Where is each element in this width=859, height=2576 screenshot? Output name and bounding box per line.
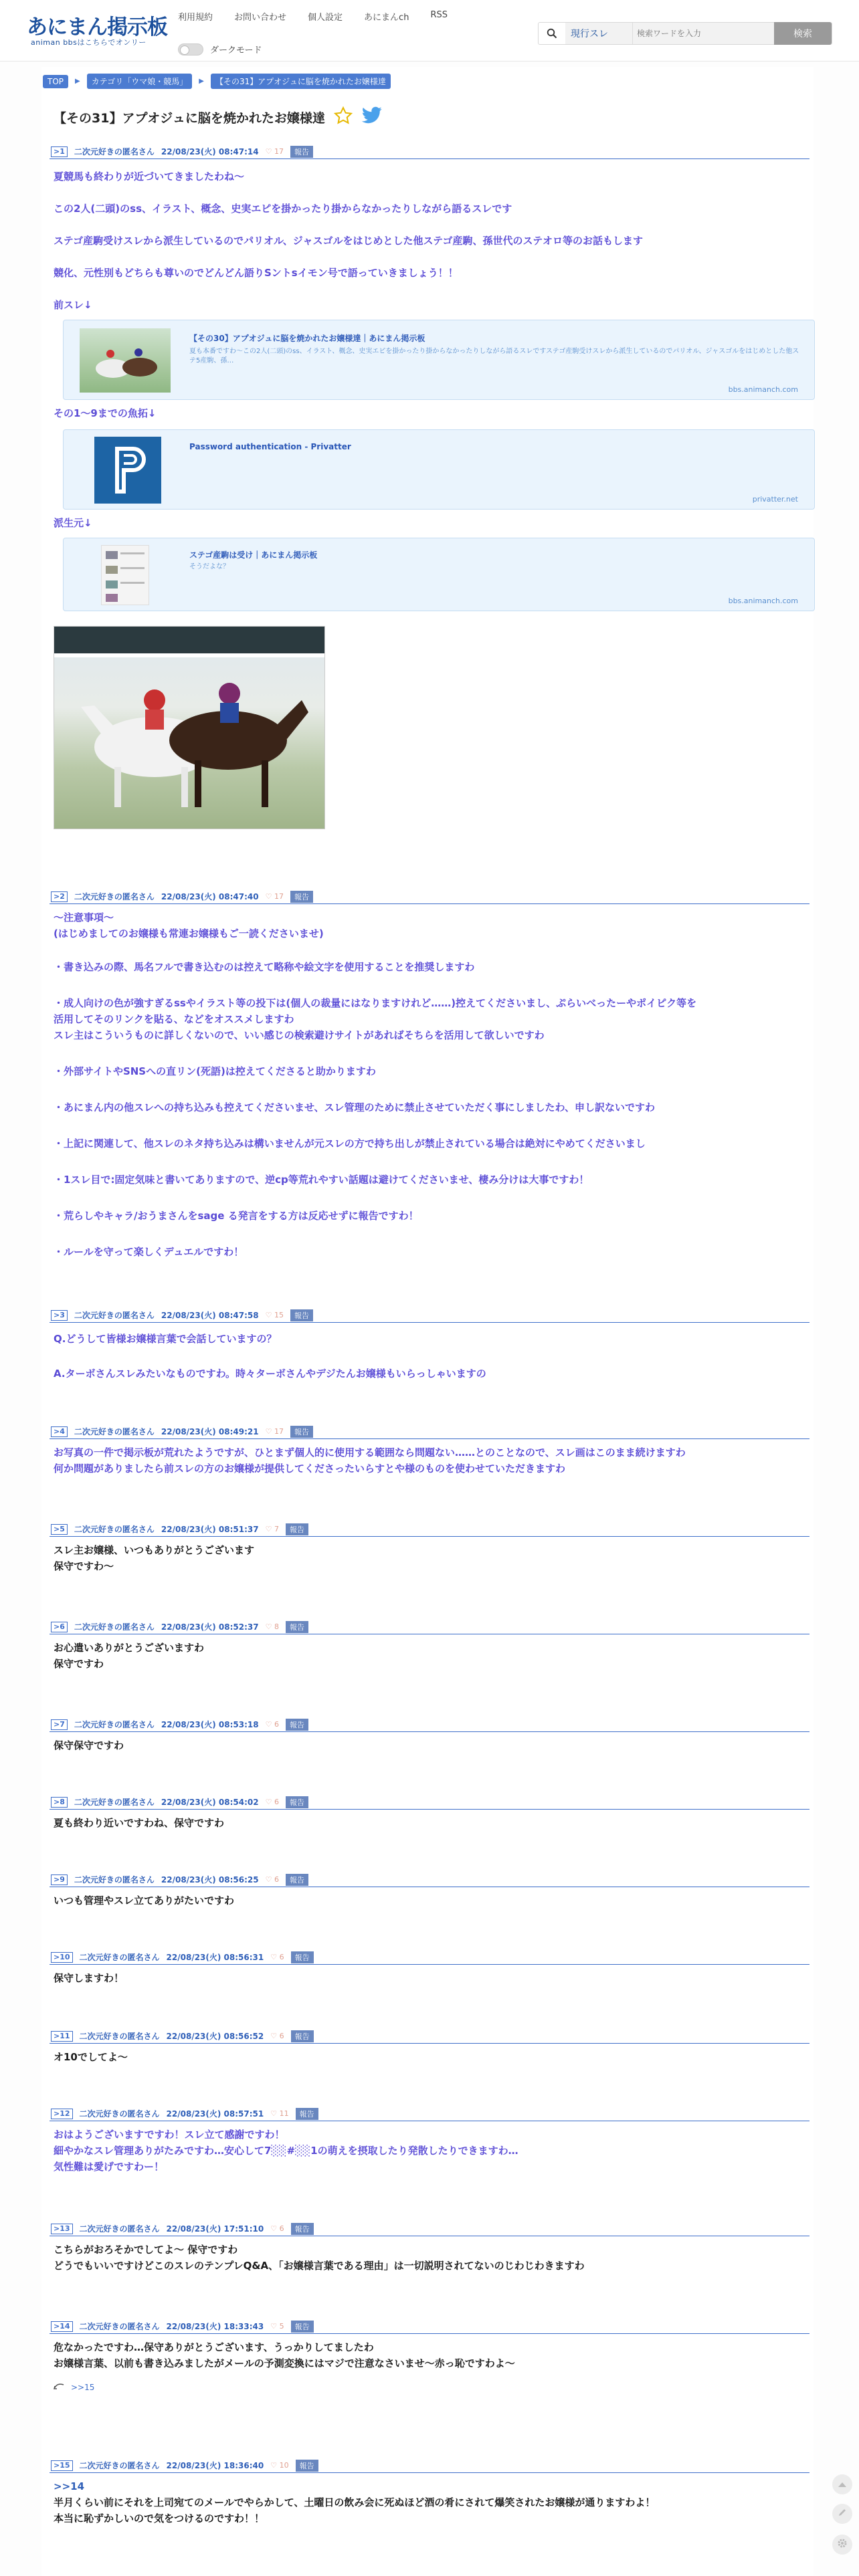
nav-animanch[interactable]: あにまんch [364, 13, 409, 23]
post-date: 22/08/23(火) 17:51:10 [166, 2224, 264, 2234]
post-author: 二次元好きの匿名さん [74, 1525, 155, 1534]
post-text: 保守ですわ～ [54, 1560, 114, 1572]
post-date: 22/08/23(火) 08:47:40 [161, 892, 259, 901]
report-button[interactable]: 報告 [290, 1426, 313, 1438]
link-card-origin-thread[interactable] [63, 538, 815, 611]
post-11 [50, 2029, 809, 2069]
post-text: この2人(二頭)のss、イラスト、概念、史実エピを掛かったり掛からなかったりしながら語るスレです [54, 203, 512, 215]
like-count: 6 [274, 1798, 279, 1806]
arrow-up-icon [838, 2478, 847, 2490]
post-number[interactable]: >15 [51, 2460, 73, 2471]
like-button[interactable]: ♡ 5 [270, 2322, 284, 2331]
card-thumbnail [101, 545, 149, 605]
post-text: 保守しますわ！ [54, 1972, 124, 1984]
post-author: 二次元好きの匿名さん [74, 1622, 155, 1632]
like-button[interactable]: ♡ 17 [265, 892, 284, 901]
post-number[interactable]: >6 [51, 1622, 68, 1632]
nav-contact[interactable]: お問い合わせ [234, 13, 287, 23]
like-count: 17 [274, 892, 284, 901]
post-text: 保守保守ですわ [54, 1739, 124, 1751]
post-author: 二次元好きの匿名さん [79, 2109, 160, 2119]
post-author: 二次元好きの匿名さん [79, 2461, 160, 2470]
post-text: オ10でしてよ～ [54, 2051, 128, 2063]
post-date: 22/08/23(火) 18:36:40 [166, 2461, 264, 2470]
post-date: 22/08/23(火) 08:51:37 [161, 1525, 259, 1534]
like-button[interactable]: ♡ 17 [265, 1427, 284, 1436]
post-text: 本当に恥ずかしいので気をつけるのですわ！！ [54, 2512, 265, 2525]
post-header [50, 889, 809, 904]
like-count: 17 [274, 147, 284, 156]
post-15 [50, 2458, 809, 2532]
post-header [50, 2458, 809, 2473]
page-title: 【その31】アプオジュに脳を焼かれたお嬢様達 [54, 111, 325, 126]
post-text: お心遣いありがとうございますわ [54, 1642, 205, 1654]
post-text: 保守ですわ [54, 1658, 104, 1670]
logo-title: あにまん掲示板 [27, 15, 167, 39]
post-header [50, 1424, 809, 1439]
like-count: 6 [279, 2032, 284, 2040]
post-text: ・上記に関連して、他スレのネタ持ち込みは構いませんが元スレの方で持ち出しが禁止されている場合は絶対にやめてくださいまし [54, 1138, 646, 1150]
search-bar [538, 22, 832, 45]
like-count: 6 [279, 2224, 284, 2233]
like-count: 6 [274, 1720, 279, 1729]
chevron-right-icon: ▶ [199, 78, 204, 85]
like-count: 7 [274, 1525, 279, 1533]
post-header [50, 2222, 809, 2236]
post-number[interactable]: >3 [51, 1310, 68, 1321]
post-text: 細やかなスレ管理ありがたみですわ…安心して7░░#░░1の萌えを摂取したり発散したりできますわ… [54, 2145, 518, 2157]
post-text: 気性難は愛げですわー！ [54, 2161, 165, 2173]
report-button[interactable]: 報告 [291, 2030, 314, 2042]
pencil-icon [838, 2508, 847, 2520]
thread-container [41, 67, 814, 2576]
post-author: 二次元好きの匿名さん [74, 892, 155, 901]
report-button[interactable]: 報告 [296, 2460, 318, 2472]
post-text: ・荒らしやキャラ/おうまさんをsage る発言をする方は反応せずに報告ですわ！ [54, 1210, 419, 1222]
post-text: こちらがおろそかでしてよ～ 保守ですわ [54, 2244, 238, 2256]
post-6 [50, 1620, 809, 1680]
post-date: 22/08/23(火) 08:56:52 [166, 2032, 264, 2041]
card-title: ステゴ産駒は受け｜あにまん掲示板 [189, 550, 318, 560]
report-button[interactable]: 報告 [290, 146, 313, 158]
like-button[interactable]: ♡ 6 [270, 2224, 284, 2233]
post-text: スレ主はこういうものに詳しくないので、いい感じの検索避けサイトがあればそちらを活用して欲しいですわ [54, 1029, 545, 1041]
post-author: 二次元好きの匿名さん [74, 147, 155, 156]
top-nav [178, 10, 448, 23]
post-header [50, 1308, 809, 1323]
post-number[interactable]: >5 [51, 1524, 68, 1535]
post-author: 二次元好きの匿名さん [79, 2032, 160, 2041]
post-text: 夏競馬も終わりが近づいてきましたわね～ [54, 171, 245, 183]
post-7 [50, 1717, 809, 1757]
post-text: お嬢様言葉、以前も書き込みましたがメールの予測変換にはマジで注意なさいませ～赤っ恥ですわよ～ [54, 2357, 515, 2369]
post-text: ステゴ産駒受けスレから派生しているのでパリオル、ジャスゴルをはじめとした他ステゴ産駒、孫世代のステオロ等のお話もします [54, 235, 643, 247]
like-count: 6 [274, 1875, 279, 1884]
post-text: 半月くらい前にそれを上司宛てのメールでやらかして、土曜日の飲み会に死ぬほど酒の肴にされて爆笑されたお嬢様が通りますわよ！ [54, 2496, 656, 2508]
breadcrumb-thread[interactable]: 【その31】アプオジュに脳を焼かれたお嬢様達 [211, 74, 391, 89]
like-count: 6 [279, 1953, 284, 1961]
post-number[interactable]: >2 [51, 891, 68, 902]
post-text: 前スレ↓ [54, 299, 92, 311]
post-date: 22/08/23(火) 08:52:37 [161, 1622, 259, 1632]
reply-links [54, 2382, 94, 2392]
post-text: おはようございますですわ！スレ立て感謝ですわ！ [54, 2129, 285, 2141]
post-10 [50, 1950, 809, 1990]
post-date: 22/08/23(火) 08:49:21 [161, 1427, 259, 1436]
post-4 [50, 1424, 809, 1491]
post-12 [50, 2107, 809, 2180]
post-2 [50, 889, 809, 1264]
gear-icon [837, 2538, 848, 2551]
card-thumbnail [80, 328, 171, 393]
report-button[interactable]: 報告 [290, 891, 313, 903]
post-3 [50, 1308, 809, 1388]
card-description: 夏も本番ですわ～この2人(二頭)のss、イラスト、概念、史実エピを掛かったり掛からなかったりしながら語るスレですステゴ産駒受けスレから派生しているのでパリオル、ジャスゴルをはじめとした他ステ5産駒、孫… [189, 348, 799, 364]
like-count: 10 [279, 2461, 289, 2470]
post-number[interactable]: >11 [51, 2031, 73, 2042]
post-text: 競化、元性別もどちらも尊いのでどんどん語りSントsイモン号で語っていきましょう！！ [54, 267, 458, 279]
post-header [50, 1795, 809, 1810]
like-button[interactable]: ♡ 6 [265, 1875, 279, 1884]
link-card-prev-thread[interactable] [63, 320, 815, 400]
post-image[interactable] [54, 626, 325, 829]
breadcrumb-category[interactable]: カテゴリ「ウマ娘・競馬」 [87, 74, 193, 89]
post-text: Q.どうして皆様お嬢様言葉で会話していますの？ [54, 1333, 277, 1345]
like-button[interactable]: ♡ 6 [265, 1798, 279, 1806]
like-count: 5 [279, 2322, 284, 2331]
post-14 [50, 2319, 809, 2420]
report-button[interactable]: 報告 [286, 1621, 308, 1633]
report-button[interactable]: 報告 [296, 2108, 318, 2120]
post-author: 二次元好きの匿名さん [79, 2224, 160, 2234]
post-header [50, 144, 809, 159]
nav-terms[interactable]: 利用規約 [178, 13, 213, 23]
like-button[interactable]: ♡ 17 [265, 147, 284, 156]
post-date: 22/08/23(火) 08:56:25 [161, 1875, 259, 1885]
post-author: 二次元好きの匿名さん [74, 1427, 155, 1436]
post-author: 二次元好きの匿名さん [79, 1953, 160, 1962]
post-text: 危なかったですわ…保守ありがとうございます、うっかりしてましたわ [54, 2341, 374, 2353]
search-type-select[interactable]: 現行スレ [565, 23, 632, 44]
report-button[interactable]: 報告 [291, 2223, 314, 2235]
post-number[interactable]: >9 [51, 1874, 68, 1885]
post-number[interactable]: >14 [51, 2321, 73, 2332]
post-text: ・あにまん内の他スレへの持ち込みも控えてくださいませ、スレ管理のために禁止させていただく事にしましたわ、申し訳ないですわ [54, 1101, 655, 1113]
post-number[interactable]: >12 [51, 2109, 73, 2119]
settings-button[interactable] [832, 2535, 852, 2555]
link-card-privatter[interactable] [63, 429, 815, 510]
report-button[interactable]: 報告 [291, 1951, 314, 1963]
post-text: その1～9までの魚拓↓ [54, 407, 157, 419]
edit-button[interactable] [832, 2504, 852, 2524]
card-domain: bbs.animanch.com [728, 597, 798, 605]
card-title: 【その30】アプオジュに脳を焼かれたお嬢様達｜あにまん掲示板 [189, 334, 425, 343]
post-text: ・ルールを守って楽しくデュエルですわ！ [54, 1246, 244, 1258]
breadcrumb-top[interactable]: TOP [43, 75, 68, 88]
post-header [50, 1717, 809, 1732]
logo-subtitle: animan bbsはこちらでオンリー [31, 38, 147, 47]
like-button[interactable]: ♡ 6 [270, 2032, 284, 2040]
post-number[interactable]: >10 [51, 1952, 73, 1963]
like-button[interactable]: ♡ 8 [265, 1622, 279, 1631]
post-1 [50, 144, 809, 693]
like-button[interactable]: ♡ 11 [270, 2109, 289, 2118]
post-header [50, 2319, 809, 2334]
reply-link[interactable]: >>15 [71, 2382, 95, 2392]
breadcrumb [43, 74, 391, 89]
post-author: 二次元好きの匿名さん [74, 1798, 155, 1807]
like-button[interactable]: ♡ 7 [265, 1525, 279, 1533]
site-header [0, 0, 859, 62]
like-count: 15 [274, 1311, 284, 1319]
post-date: 22/08/23(火) 08:47:58 [161, 1311, 259, 1320]
post-header [50, 1620, 809, 1634]
search-icon [539, 28, 565, 39]
post-text: 夏も終わり近いですわね、保守ですわ [54, 1817, 225, 1829]
chevron-right-icon: ▶ [75, 78, 80, 85]
scroll-top-button[interactable] [832, 2474, 852, 2494]
report-button[interactable]: 報告 [286, 1796, 308, 1808]
dark-mode-label: ダークモード [210, 45, 262, 56]
report-button[interactable]: 報告 [290, 1309, 313, 1321]
report-button[interactable]: 報告 [286, 1523, 308, 1535]
quote-link[interactable]: >>14 [54, 2480, 85, 2492]
post-9 [50, 1872, 809, 1913]
post-text: 派生元↓ [54, 517, 92, 529]
like-count: 17 [274, 1427, 284, 1436]
twitter-icon[interactable] [361, 106, 383, 128]
nav-rss[interactable]: RSS [430, 10, 448, 20]
like-button[interactable]: ♡ 6 [265, 1720, 279, 1729]
post-author: 二次元好きの匿名さん [79, 2322, 160, 2331]
post-number[interactable]: >4 [51, 1426, 68, 1437]
post-text: どうでもいいですけどこのスレのテンプレQ&A、「お嬢様言葉である理由」は一切説明されてないのじわじわきますわ [54, 2260, 585, 2272]
post-text: 何か問題がありましたら前スレの方のお嬢様が提供してくださったいらすとや様のものを使わせていただきますわ [54, 1463, 566, 1475]
post-author: 二次元好きの匿名さん [74, 1311, 155, 1320]
post-text: ・成人向けの色が強すぎるssやイラスト等の投下は(個人の裁量にはなりますけれど……)控えてくださいまし、ぷらいべったーやポイピク等を [54, 997, 697, 1009]
like-count: 11 [279, 2109, 289, 2118]
report-button[interactable]: 報告 [291, 2321, 314, 2333]
post-text: ～注意事項～ [54, 911, 114, 924]
card-domain: privatter.net [752, 495, 798, 504]
post-header [50, 2029, 809, 2044]
card-domain: bbs.animanch.com [728, 385, 798, 394]
post-number[interactable]: >7 [51, 1719, 68, 1730]
post-author: 二次元好きの匿名さん [74, 1875, 155, 1885]
search-input[interactable] [632, 23, 774, 44]
post-date: 22/08/23(火) 08:54:02 [161, 1798, 259, 1807]
post-8 [50, 1795, 809, 1835]
star-icon[interactable] [333, 106, 353, 129]
post-date: 22/08/23(火) 08:56:31 [166, 1953, 264, 1962]
card-description: そうだよな？ [189, 563, 229, 570]
site-logo[interactable] [27, 16, 167, 47]
post-date: 22/08/23(火) 18:33:43 [166, 2322, 264, 2331]
nav-settings[interactable]: 個人設定 [308, 13, 343, 23]
post-text: ・書き込みの際、馬名フルで書き込むのは控えて略称や絵文字を使用することを推奨しますわ [54, 961, 475, 973]
thread-title-row [54, 106, 383, 129]
post-5 [50, 1522, 809, 1582]
post-13 [50, 2222, 809, 2282]
like-button[interactable]: ♡ 10 [270, 2461, 289, 2470]
reply-arrow-icon [54, 2382, 64, 2392]
dark-mode-toggle[interactable] [178, 43, 203, 56]
post-text: ・1スレ目で:固定気味と書いてありますので、逆cp等荒れやすい話題は避けてくださいませ、棲み分けは大事ですわ！ [54, 1174, 589, 1186]
post-date: 22/08/23(火) 08:57:51 [166, 2109, 264, 2119]
report-button[interactable]: 報告 [286, 1719, 308, 1731]
post-text: (はじめましてのお嬢様も常連お嬢様もご一読くださいませ) [54, 928, 324, 940]
like-count: 8 [274, 1622, 279, 1631]
post-text: お写真の一件で掲示板が荒れたようですが、ひとまず個人的に使用する範囲なら問題ない……とのことなので、スレ画はこのまま続けますわ [54, 1446, 686, 1459]
privatter-logo-icon [94, 437, 161, 504]
post-header [50, 1872, 809, 1887]
post-header [50, 1522, 809, 1537]
post-date: 22/08/23(火) 08:53:18 [161, 1720, 259, 1729]
post-date: 22/08/23(火) 08:47:14 [161, 147, 259, 156]
dark-mode-toggle-row [178, 43, 262, 56]
report-button[interactable]: 報告 [286, 1874, 308, 1886]
post-text: 活用してそのリンクを貼る、などをオススメしますわ [54, 1013, 294, 1025]
post-number[interactable]: >8 [51, 1797, 68, 1808]
post-text: ・外部サイトやSNSへの直リン(死語)は控えてくださると助かりますわ [54, 1065, 376, 1077]
post-text: A.ターボさんスレみたいなものですわ。時々ターボさんやデジたんお嬢様もいらっしゃいますの [54, 1368, 486, 1380]
post-header [50, 1950, 809, 1965]
post-number[interactable]: >1 [51, 146, 68, 157]
card-title: Password authentication - Privatter [189, 442, 351, 451]
like-button[interactable]: ♡ 15 [265, 1311, 284, 1319]
post-author: 二次元好きの匿名さん [74, 1720, 155, 1729]
post-text: スレ主お嬢様、いつもありがとうございます [54, 1544, 255, 1556]
search-button[interactable]: 検索 [774, 22, 832, 45]
post-text: いつも管理やスレ立てありがたいですわ [54, 1895, 235, 1907]
post-number[interactable]: >13 [51, 2224, 73, 2234]
like-button[interactable]: ♡ 6 [270, 1953, 284, 1961]
post-header [50, 2107, 809, 2121]
